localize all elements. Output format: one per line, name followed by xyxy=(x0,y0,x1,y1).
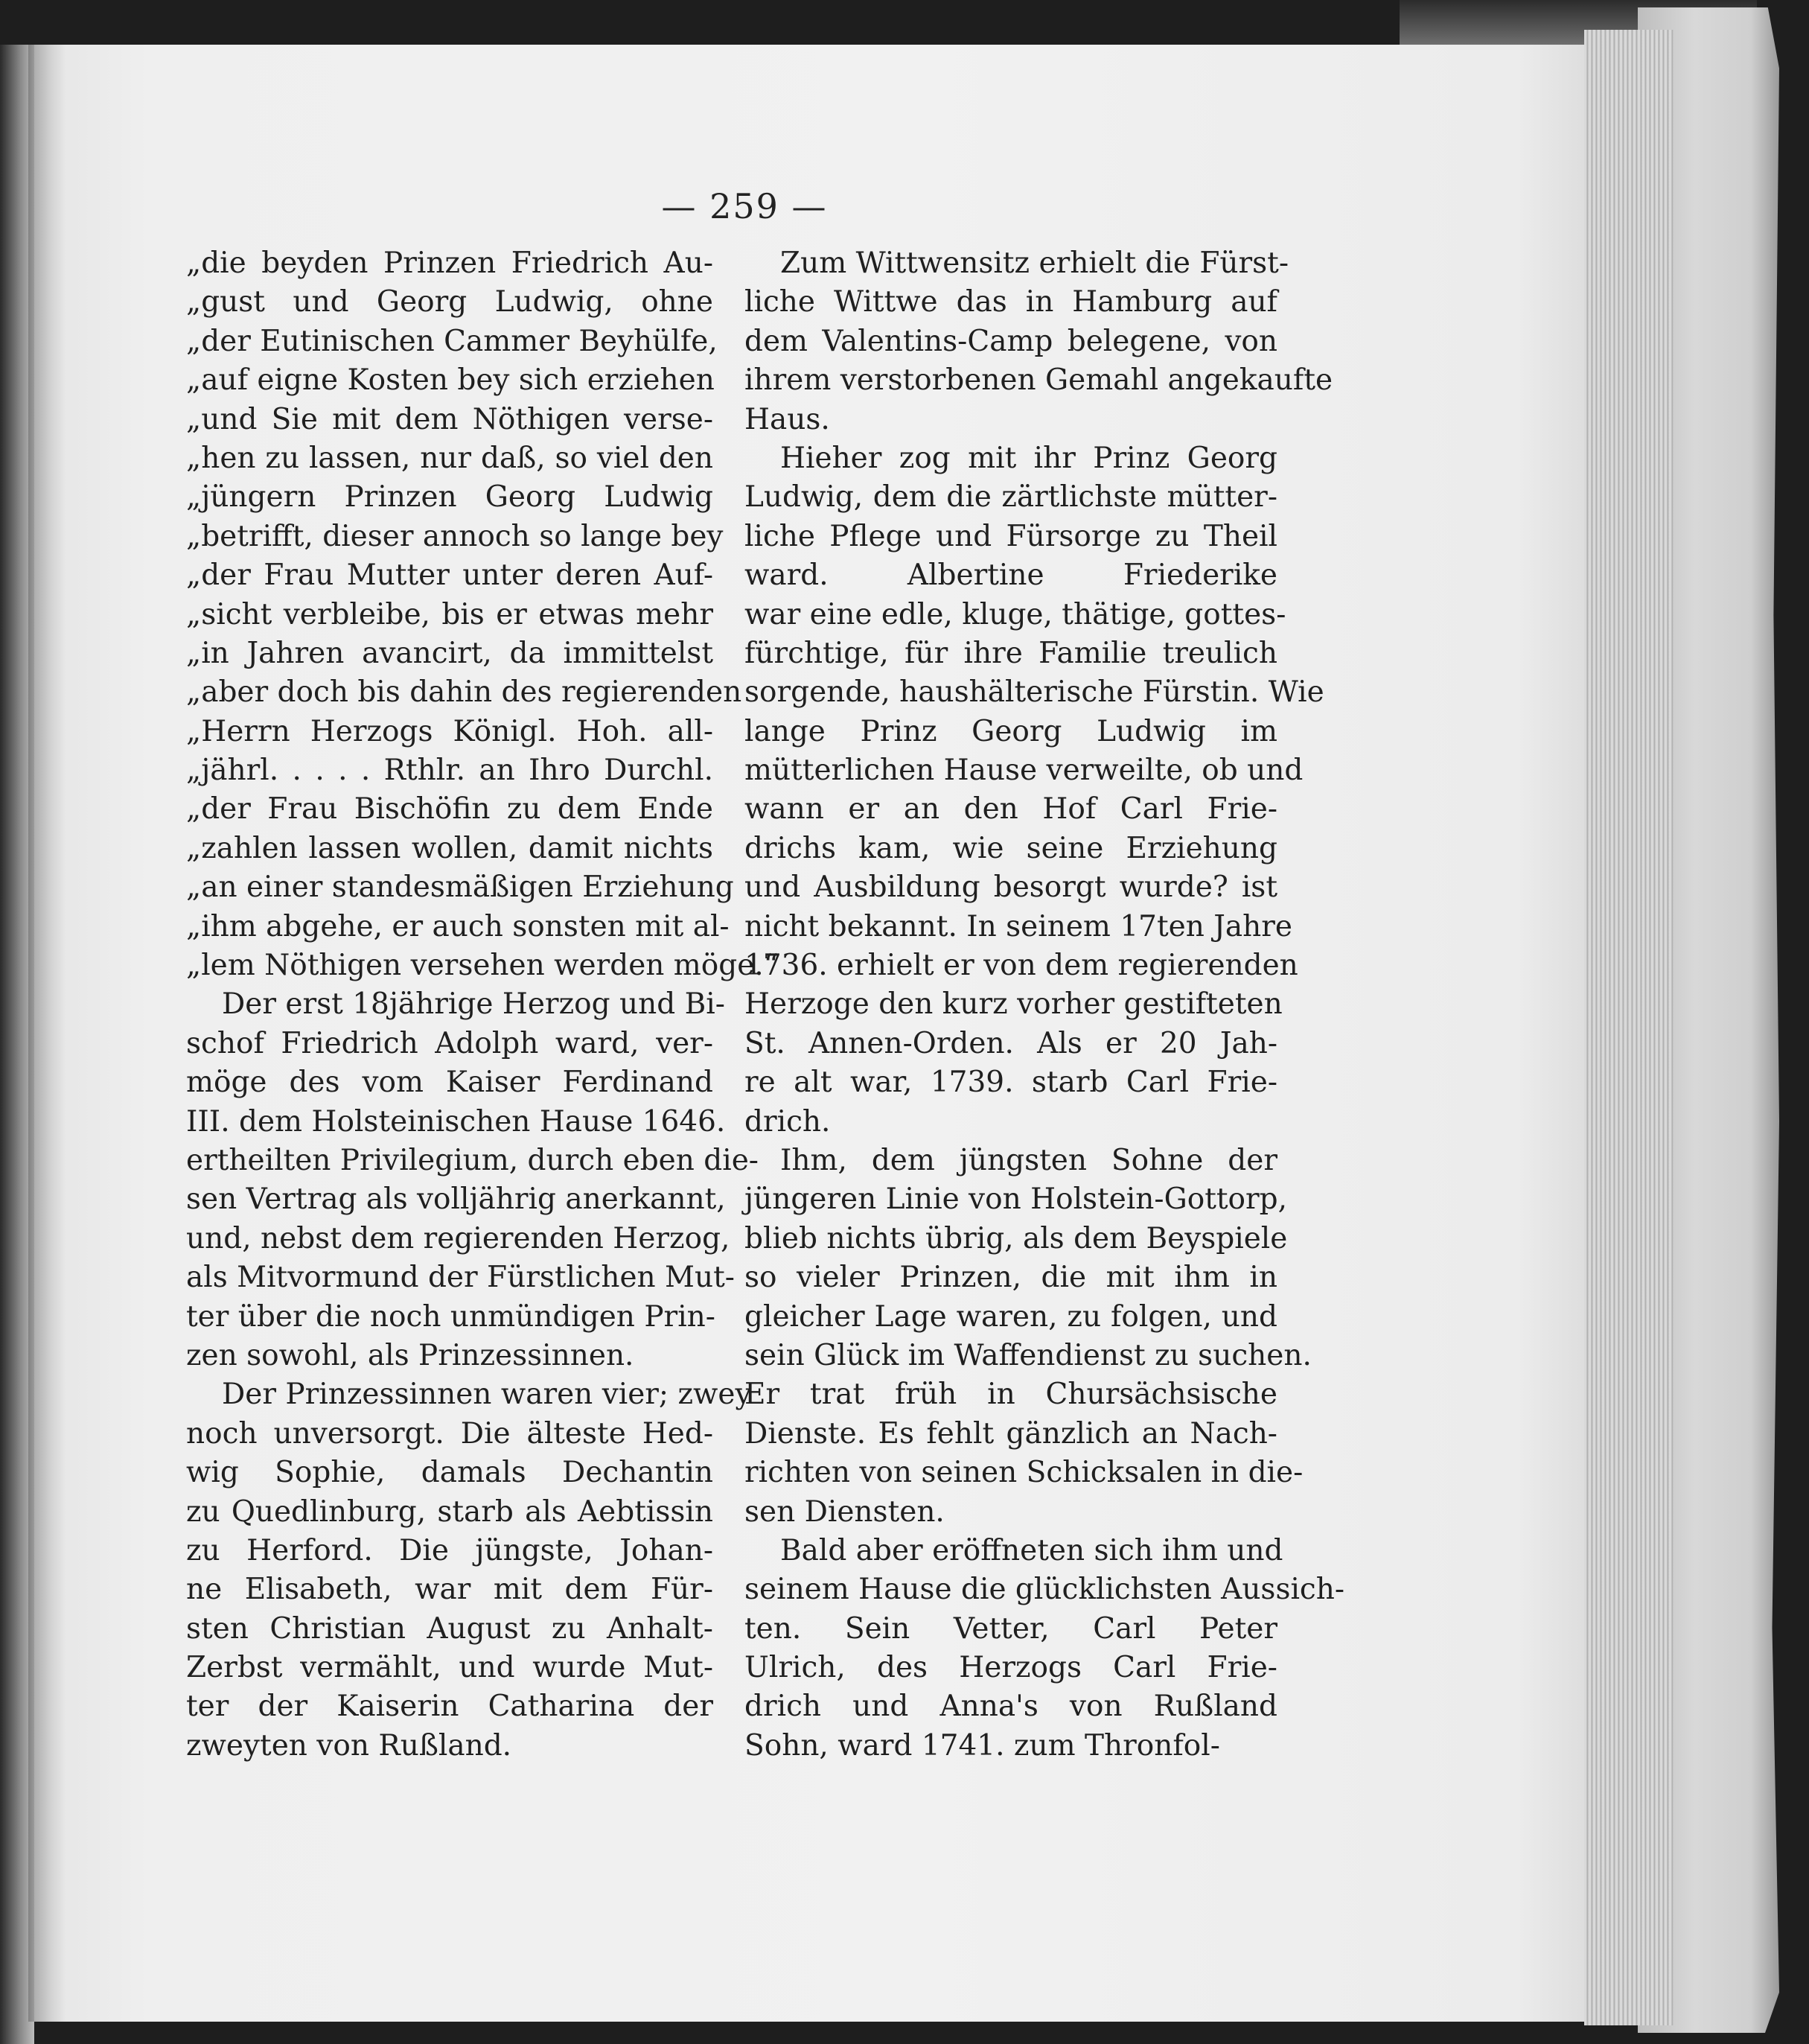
text-line: jüngeren Linie von Holstein-Gottorp, xyxy=(744,1182,1288,1217)
text-line: zu Herford. Die jüngste, Johan- xyxy=(186,1533,713,1567)
text-line: Der Prinzessinnen waren vier; zwey xyxy=(222,1378,752,1412)
text-line: zen sowohl, als Prinzessinnen. xyxy=(186,1338,634,1372)
text-line: Ulrich, des Herzogs Carl Frie- xyxy=(744,1651,1277,1685)
text-line: Hieher zog mit ihr Prinz Georg xyxy=(780,441,1277,475)
text-line: drichs kam, wie seine Erziehung xyxy=(744,831,1277,865)
page-number: — 259 — xyxy=(661,186,828,226)
text-line: 1736. erhielt er von dem regierenden xyxy=(744,949,1298,983)
text-line: Ludwig, dem die zärtlichste mütter- xyxy=(744,480,1277,515)
text-line: „auf eigne Kosten bey sich erziehen xyxy=(186,363,715,398)
text-line: sorgende, haushälterische Fürstin. Wie xyxy=(744,675,1324,710)
text-line: zu Quedlinburg, starb als Aebtissin xyxy=(186,1494,713,1529)
text-line: Haus. xyxy=(744,402,830,436)
text-line: ihrem verstorbenen Gemahl angekaufte xyxy=(744,363,1333,398)
text-line: zweyten von Rußland. xyxy=(186,1728,512,1763)
text-line: drich. xyxy=(744,1104,831,1139)
text-line: „sicht verbleibe, bis er etwas mehr xyxy=(186,597,713,631)
text-line: Herzoge den kurz vorher gestifteten xyxy=(744,987,1283,1022)
text-line: wig Sophie, damals Dechantin xyxy=(186,1456,713,1490)
right-text-column xyxy=(744,244,1345,1763)
text-line: ter der Kaiserin Catharina der xyxy=(186,1690,713,1724)
text-line: noch unversorgt. Die älteste Hed- xyxy=(186,1416,713,1451)
text-line: wann er an den Hof Carl Frie- xyxy=(744,792,1277,827)
text-line: Er trat früh in Chursächsische xyxy=(744,1378,1277,1412)
text-line: „jüngern Prinzen Georg Ludwig xyxy=(186,480,713,515)
text-line: sten Christian August zu Anhalt- xyxy=(186,1611,713,1646)
text-line: „lem Nöthigen versehen werden möge.“ xyxy=(186,949,779,983)
text-line: „und Sie mit dem Nöthigen verse- xyxy=(186,402,713,436)
text-line: „Herrn Herzogs Königl. Hoh. all- xyxy=(186,714,713,748)
text-line: fürchtige, für ihre Familie treulich xyxy=(744,636,1277,670)
gutter-shadow xyxy=(28,45,66,2022)
text-line: „jährl. . . . . Rthlr. an Ihro Durchl. xyxy=(186,754,713,788)
text-line: Sohn, ward 1741. zum Thronfol- xyxy=(744,1728,1220,1763)
text-line: drich und Anna's von Rußland xyxy=(744,1690,1277,1724)
text-line: seinem Hause die glücklichsten Aussich- xyxy=(744,1573,1345,1607)
text-line: ertheilten Privilegium, durch eben die- xyxy=(186,1143,759,1177)
text-line: Dienste. Es fehlt gänzlich an Nach- xyxy=(744,1416,1277,1451)
text-line: Zum Wittwensitz erhielt die Fürst- xyxy=(780,246,1289,280)
text-line: ward. Albertine Friederike xyxy=(744,558,1277,593)
text-line: „die beyden Prinzen Friedrich Au- xyxy=(186,246,713,280)
text-line: III. dem Holsteinischen Hause 1646. xyxy=(186,1104,726,1139)
text-line: so vieler Prinzen, die mit ihm in xyxy=(744,1261,1277,1295)
text-line: ter über die noch unmündigen Prin- xyxy=(186,1299,715,1334)
text-line: „aber doch bis dahin des regierenden xyxy=(186,675,742,710)
text-line: „in Jahren avancirt, da immittelst xyxy=(186,636,713,670)
text-line: sein Glück im Waffendienst zu suchen. xyxy=(744,1338,1312,1372)
text-line: lange Prinz Georg Ludwig im xyxy=(744,714,1277,748)
text-line: liche Wittwe das in Hamburg auf xyxy=(744,285,1277,319)
text-line: „zahlen lassen wollen, damit nichts xyxy=(186,831,713,865)
text-line: liche Pflege und Fürsorge zu Theil xyxy=(744,519,1277,553)
text-line: schof Friedrich Adolph ward, ver- xyxy=(186,1026,713,1060)
text-line: Ihm, dem jüngsten Sohne der xyxy=(780,1143,1277,1177)
text-line: richten von seinen Schicksalen in die- xyxy=(744,1456,1304,1490)
text-line: Bald aber eröffneten sich ihm und xyxy=(780,1533,1283,1567)
left-text-column xyxy=(186,244,779,1763)
text-line: als Mitvormund der Fürstlichen Mut- xyxy=(186,1261,735,1295)
text-line: Zerbst vermählt, und wurde Mut- xyxy=(186,1651,713,1685)
text-line: sen Diensten. xyxy=(744,1494,945,1529)
text-line: „der Frau Mutter unter deren Auf- xyxy=(186,558,713,593)
text-line: und Ausbildung besorgt wurde? ist xyxy=(744,870,1277,905)
text-line: Der erst 18jährige Herzog und Bi- xyxy=(222,987,725,1022)
text-line: gleicher Lage waren, zu folgen, und xyxy=(744,1299,1277,1334)
text-line: war eine edle, kluge, thätige, gottes- xyxy=(744,597,1286,631)
text-line: ten. Sein Vetter, Carl Peter xyxy=(744,1611,1277,1646)
text-line: „betrifft, dieser annoch so lange bey xyxy=(186,519,724,553)
text-line: St. Annen-Orden. Als er 20 Jah- xyxy=(744,1026,1277,1060)
text-line: „der Frau Bischöfin zu dem Ende xyxy=(186,792,713,827)
text-line: dem Valentins-Camp belegene, von xyxy=(744,324,1277,358)
text-line: möge des vom Kaiser Ferdinand xyxy=(186,1066,713,1100)
text-line: und, nebst dem regierenden Herzog, xyxy=(186,1221,730,1255)
text-line: blieb nichts übrig, als dem Beyspiele xyxy=(744,1221,1288,1255)
text-line: nicht bekannt. In seinem 17ten Jahre xyxy=(744,909,1292,943)
text-line: „hen zu lassen, nur daß, so viel den xyxy=(186,441,713,475)
text-line: „gust und Georg Ludwig, ohne xyxy=(186,285,713,319)
text-line: sen Vertrag als volljährig anerkannt, xyxy=(186,1182,726,1217)
text-line: „an einer standesmäßigen Erziehung xyxy=(186,870,734,905)
text-line: mütterlichen Hause verweilte, ob und xyxy=(744,754,1304,788)
text-line: re alt war, 1739. starb Carl Frie- xyxy=(744,1066,1277,1100)
page-fore-edge xyxy=(1584,30,1674,2025)
text-line: ne Elisabeth, war mit dem Für- xyxy=(186,1573,713,1607)
text-line: „der Eutinischen Cammer Beyhülfe, xyxy=(186,324,718,358)
text-line: „ihm abgehe, er auch sonsten mit al- xyxy=(186,909,730,943)
